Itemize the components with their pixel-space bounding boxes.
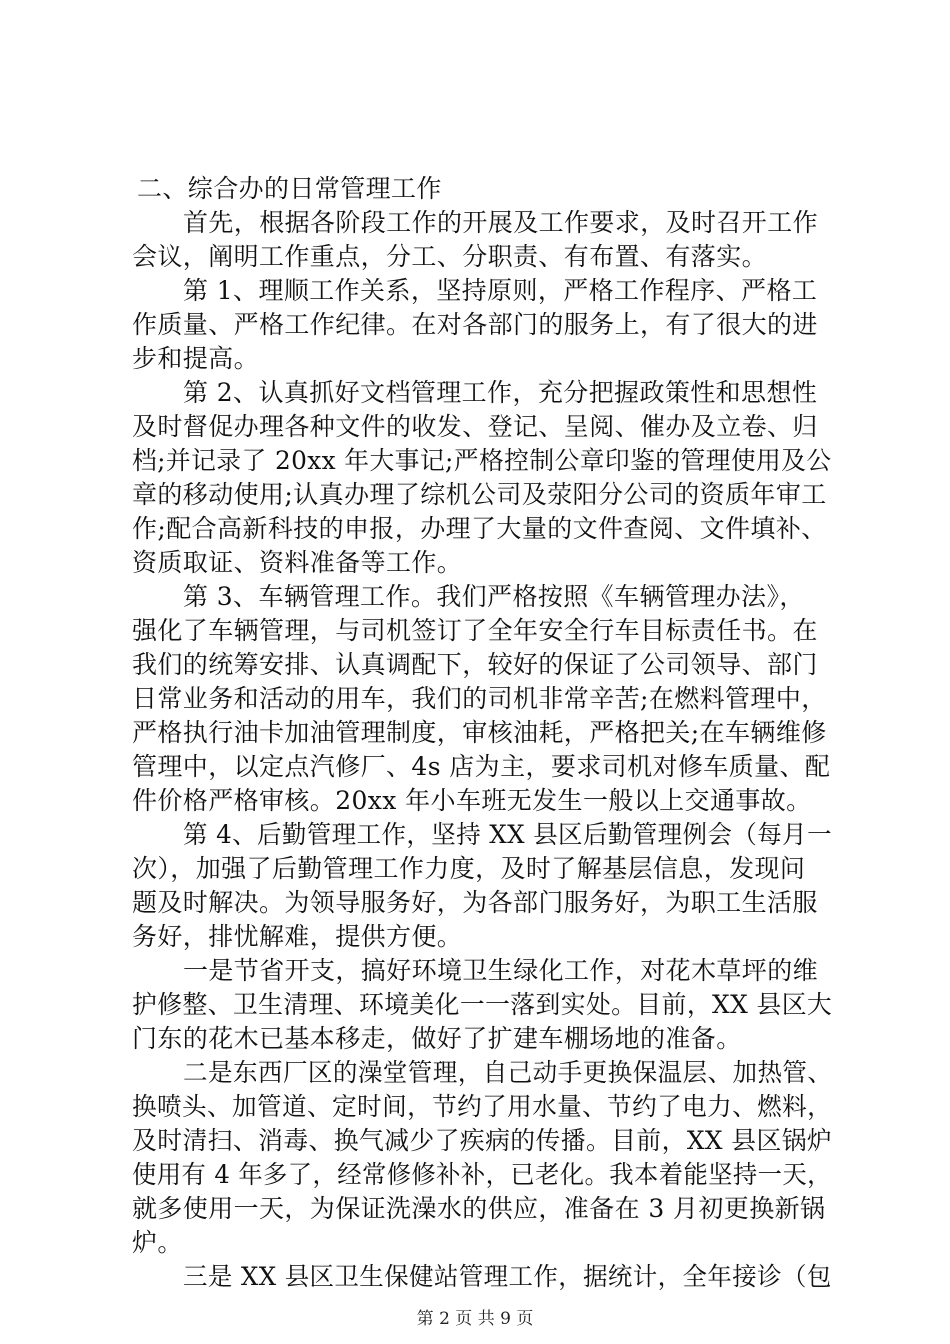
paragraph-line: 章的移动使用;认真办理了综机公司及荥阳分公司的资质年审工: [132, 480, 827, 509]
paragraph-line: 第 4、后勤管理工作，坚持 XX 县区后勤管理例会（每月一: [183, 820, 832, 849]
section-heading: 二、综合办的日常管理工作: [137, 174, 442, 203]
paragraph-line: 步和提高。: [132, 344, 260, 373]
paragraph-line: 务好，排忧解难，提供方便。: [132, 922, 463, 951]
paragraph-line: 作质量、严格工作纪律。在对各部门的服务上，有了很大的进: [132, 310, 818, 339]
paragraph-line: 及时督促办理各种文件的收发、登记、呈阅、催办及立卷、归: [132, 412, 818, 441]
paragraph-line: 炉。: [132, 1228, 183, 1257]
paragraph-line: 第 2、认真抓好文档管理工作，充分把握政策性和思想性: [183, 378, 818, 407]
paragraph-line: 作;配合高新科技的申报，办理了大量的文件查阅、文件填补、: [132, 514, 827, 543]
paragraph-line: 次），加强了后勤管理工作力度，及时了解基层信息，发现问: [132, 854, 806, 883]
paragraph-line: 就多使用一天，为保证洗澡水的供应，准备在 3 月初更换新锅: [132, 1194, 826, 1223]
paragraph-line: 二是东西厂区的澡堂管理，自己动手更换保温层、加热管、: [183, 1058, 833, 1087]
paragraph-line: 件价格严格审核。20xx 年小车班无发生一般以上交通事故。: [132, 786, 812, 815]
paragraph-line: 资质取证、资料准备等工作。: [132, 548, 463, 577]
paragraph-line: 第 1、理顺工作关系，坚持原则，严格工作程序、严格工: [183, 276, 818, 305]
paragraph-line: 首先，根据各阶段工作的开展及工作要求，及时召开工作: [183, 208, 819, 237]
paragraph-line: 档;并记录了 20xx 年大事记;严格控制公章印鉴的管理使用及公: [132, 446, 832, 475]
paragraph-line: 我们的统筹安排、认真调配下，较好的保证了公司领导、部门: [132, 650, 818, 679]
paragraph-line: 三是 XX 县区卫生保健站管理工作，据统计，全年接诊（包: [183, 1262, 832, 1291]
paragraph-line: 强化了车辆管理，与司机签订了全年安全行车目标责任书。在: [132, 616, 818, 645]
page-footer: 第 2 页 共 9 页: [416, 1309, 534, 1329]
paragraph-line: 一是节省开支，搞好环境卫生绿化工作，对花木草坪的维: [183, 956, 819, 985]
paragraph-line: 题及时解决。为领导服务好，为各部门服务好，为职工生活服: [132, 888, 818, 917]
paragraph-line: 严格执行油卡加油管理制度，审核油耗，严格把关;在车辆维修: [132, 718, 827, 747]
paragraph-line: 换喷头、加管道、定时间，节约了用水量、节约了电力、燃料，: [132, 1092, 833, 1121]
paragraph-line: 第 3、车辆管理工作。我们严格按照《车辆管理办法》，: [183, 582, 805, 611]
paragraph-line: 及时清扫、消毒、换气减少了疾病的传播。目前，XX 县区锅炉: [132, 1126, 833, 1155]
paragraph-line: 日常业务和活动的用车，我们的司机非常辛苦;在燃料管理中，: [132, 684, 827, 713]
paragraph-line: 护修整、卫生清理、环境美化一一落到实处。目前，XX 县区大: [132, 990, 833, 1019]
paragraph-line: 门东的花木已基本移走，做好了扩建车棚场地的准备。: [132, 1024, 742, 1053]
paragraph-line: 管理中，以定点汽修厂、4s 店为主，要求司机对修车质量、配: [132, 752, 831, 781]
paragraph-line: 使用有 4 年多了，经常修修补补，已老化。我本着能坚持一天，: [132, 1160, 832, 1189]
paragraph-line: 会议，阐明工作重点，分工、分职责、有布置、有落实。: [132, 242, 768, 271]
